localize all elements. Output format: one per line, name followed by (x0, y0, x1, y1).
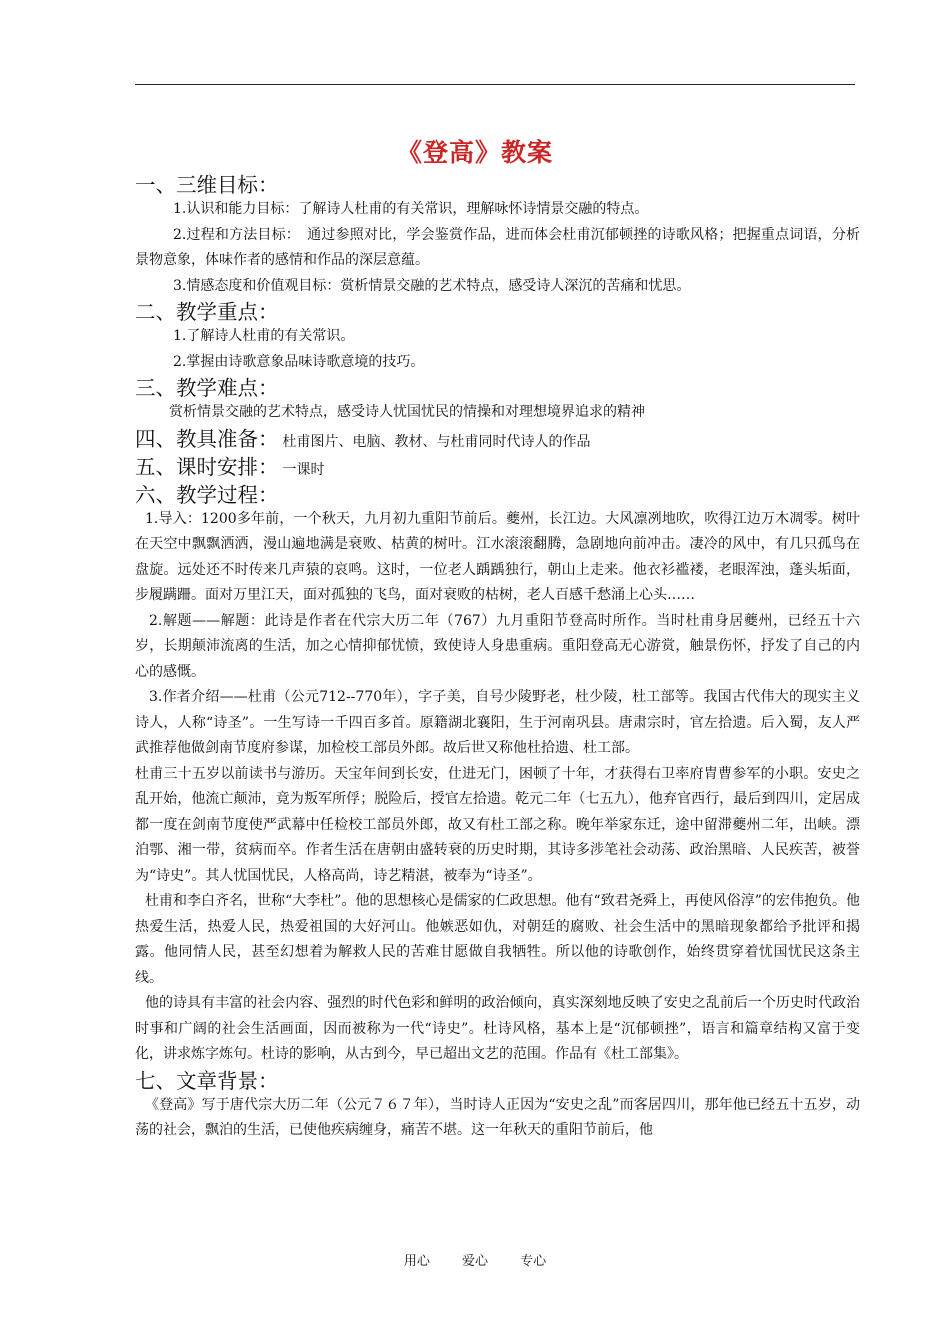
process-paragraph-style: 他的诗具有丰富的社会内容、强烈的时代色彩和鲜明的政治倾向，真实深刻地反映了安史之乱前后一个历史时代政治时事和广阔的社会生活画面，因而被称为一代“诗史”。杜诗风格，基本上是“沉郁顿挫”，语言和篇章结构又富于变化，讲求炼字炼句。杜诗的影响，从古到今，早已超出文艺的范围。作品有《杜工部集》。 (135, 995, 860, 1062)
section-heading-process: 六、教学过程： (135, 482, 279, 507)
difficulty-text: 赏析情景交融的艺术特点，感受诗人忧国忧民的情操和对理想境界追求的精神 (169, 404, 645, 420)
process-paragraph-thought: 杜甫和李白齐名，世称“大李杜”。他的思想核心是儒家的仁政思想。他有“致君尧舜上，再使风俗淳”的宏伟抱负。他热爱生活，热爱人民，热爱祖国的大好河山。他嫉恶如仇，对朝廷的腐败、社会生活中的黑暗现象都给予批评和揭露。他同情人民，甚至幻想着为解救人民的苦难甘愿做自我牺牲。所以他的诗歌创作，始终贯穿着忧国忧民这条主线。 (135, 893, 860, 986)
key-point-item: 1.了解诗人杜甫的有关常识。 (173, 328, 355, 344)
header-rule (135, 84, 855, 85)
page-footer (0, 1250, 950, 1269)
process-paragraph-biography: 杜甫三十五岁以前读书与游历。天宝年间到长安，仕进无门，困顿了十年，才获得右卫率府胄曹参军的小职。安史之乱开始，他流亡颠沛，竟为叛军所俘；脱险后，授官左拾遗。乾元二年（七五九），他弃官西行，最后到四川，定居成都一度在剑南节度使严武幕中任检校工部员外郎，故又有杜工部之称。晚年举家东迁，途中留滞夔州二年，出峡。漂泊鄂、湘一带，贫病而卒。作者生活在唐朝由盛转衰的历史时期，其诗多涉笔社会动荡、政治黑暗、人民疾苦，被誉为“诗史”。其人忧国忧民，人格高尚，诗艺精湛，被奉为“诗圣”。 (135, 765, 860, 884)
section-heading-schedule (135, 455, 860, 482)
background-paragraph: 《登高》写于唐代宗大历二年（公元７６７年），当时诗人正因为“安史之乱”而客居四川，那年他已经五十五岁，动荡的社会，飘泊的生活，已使他疾病缠身，痛苦不堪。这一年秋天的重阳节前后，他 (135, 1096, 860, 1138)
document-title: 《登高》教案 (396, 138, 553, 167)
goal-item: 3.情感态度和价值观目标：赏析情景交融的艺术特点，感受诗人深沉的苦痛和忧思。 (173, 277, 691, 294)
section-heading-goals: 一、三维目标： (135, 173, 279, 197)
document-body (135, 172, 860, 1144)
schedule-text: 一课时 (282, 461, 325, 478)
goal-item: 2.过程和方法目标： 通过参照对比，学会鉴赏作品，进而体会杜甫沉郁顿挫的诗歌风格；把握重点词语，分析景物意象，体味作者的感情和作品的深层意蕴。 (135, 226, 860, 268)
footer-word: 用心 (403, 1254, 430, 1269)
section-heading-difficulties: 三、教学难点： (135, 376, 279, 400)
section-heading-key-points: 二、教学重点： (135, 300, 279, 324)
process-paragraph-intro: 1.导入：1200多年前，一个秋天，九月初九重阳节前后。夔州，长江边。大风凛冽地吹，吹得江边万木凋零。树叶在天空中飘飘洒洒，漫山遍地满是衰败、枯黄的树叶。江水滚滚翻腾，急剧地向前冲击。凄冷的风中，有几只孤鸟在盘旋。远处还不时传来几声猿的哀鸣。这时，一位老人踽踽独行，朝山上走来。他衣衫褴褛，老眼浑浊，蓬头垢面，步履蹒跚。面对万里江天，面对孤独的飞鸟，面对衰败的枯树，老人百感千愁涌上心头…… (135, 510, 860, 603)
process-paragraph-topic: 2.解题——解题：此诗是作者在代宗大历二年（767）九月重阳节登高时所作。当时杜甫身居夔州，已经五十六岁，长期颠沛流离的生活，加之心情抑郁忧愤，致使诗人身患重病。重阳登高无心游赏，触景伤怀，抒发了自己的内心的感慨。 (135, 612, 860, 680)
materials-text: 杜甫图片、电脑、教材、与杜甫同时代诗人的作品 (282, 433, 591, 450)
footer-word: 爱心 (461, 1254, 488, 1269)
section-heading-materials (135, 427, 860, 454)
schedule-heading-label: 五、课时安排： (135, 454, 279, 479)
key-point-item: 2.掌握由诗歌意象品味诗歌意境的技巧。 (173, 353, 425, 370)
goal-item: 1.认识和能力目标：了解诗人杜甫的有关常识，理解咏怀诗情景交融的特点。 (173, 201, 649, 217)
materials-heading-label: 四、教具准备： (135, 426, 279, 451)
footer-word: 专心 (520, 1254, 547, 1269)
section-heading-background: 七、文章背景： (135, 1068, 279, 1093)
process-paragraph-author: 3.作者介绍——杜甫（公元712--770年），字子美，自号少陵野老，杜少陵，杜工部等。我国古代伟大的现实主义诗人，人称“诗圣”。一生写诗一千四百多首。原籍湖北襄阳，生于河南巩县。唐肃宗时，官左拾遗。后入蜀，友人严武推荐他做剑南节度府参谋，加检校工部员外郎。故后世又称他杜拾遗、杜工部。 (135, 689, 860, 756)
